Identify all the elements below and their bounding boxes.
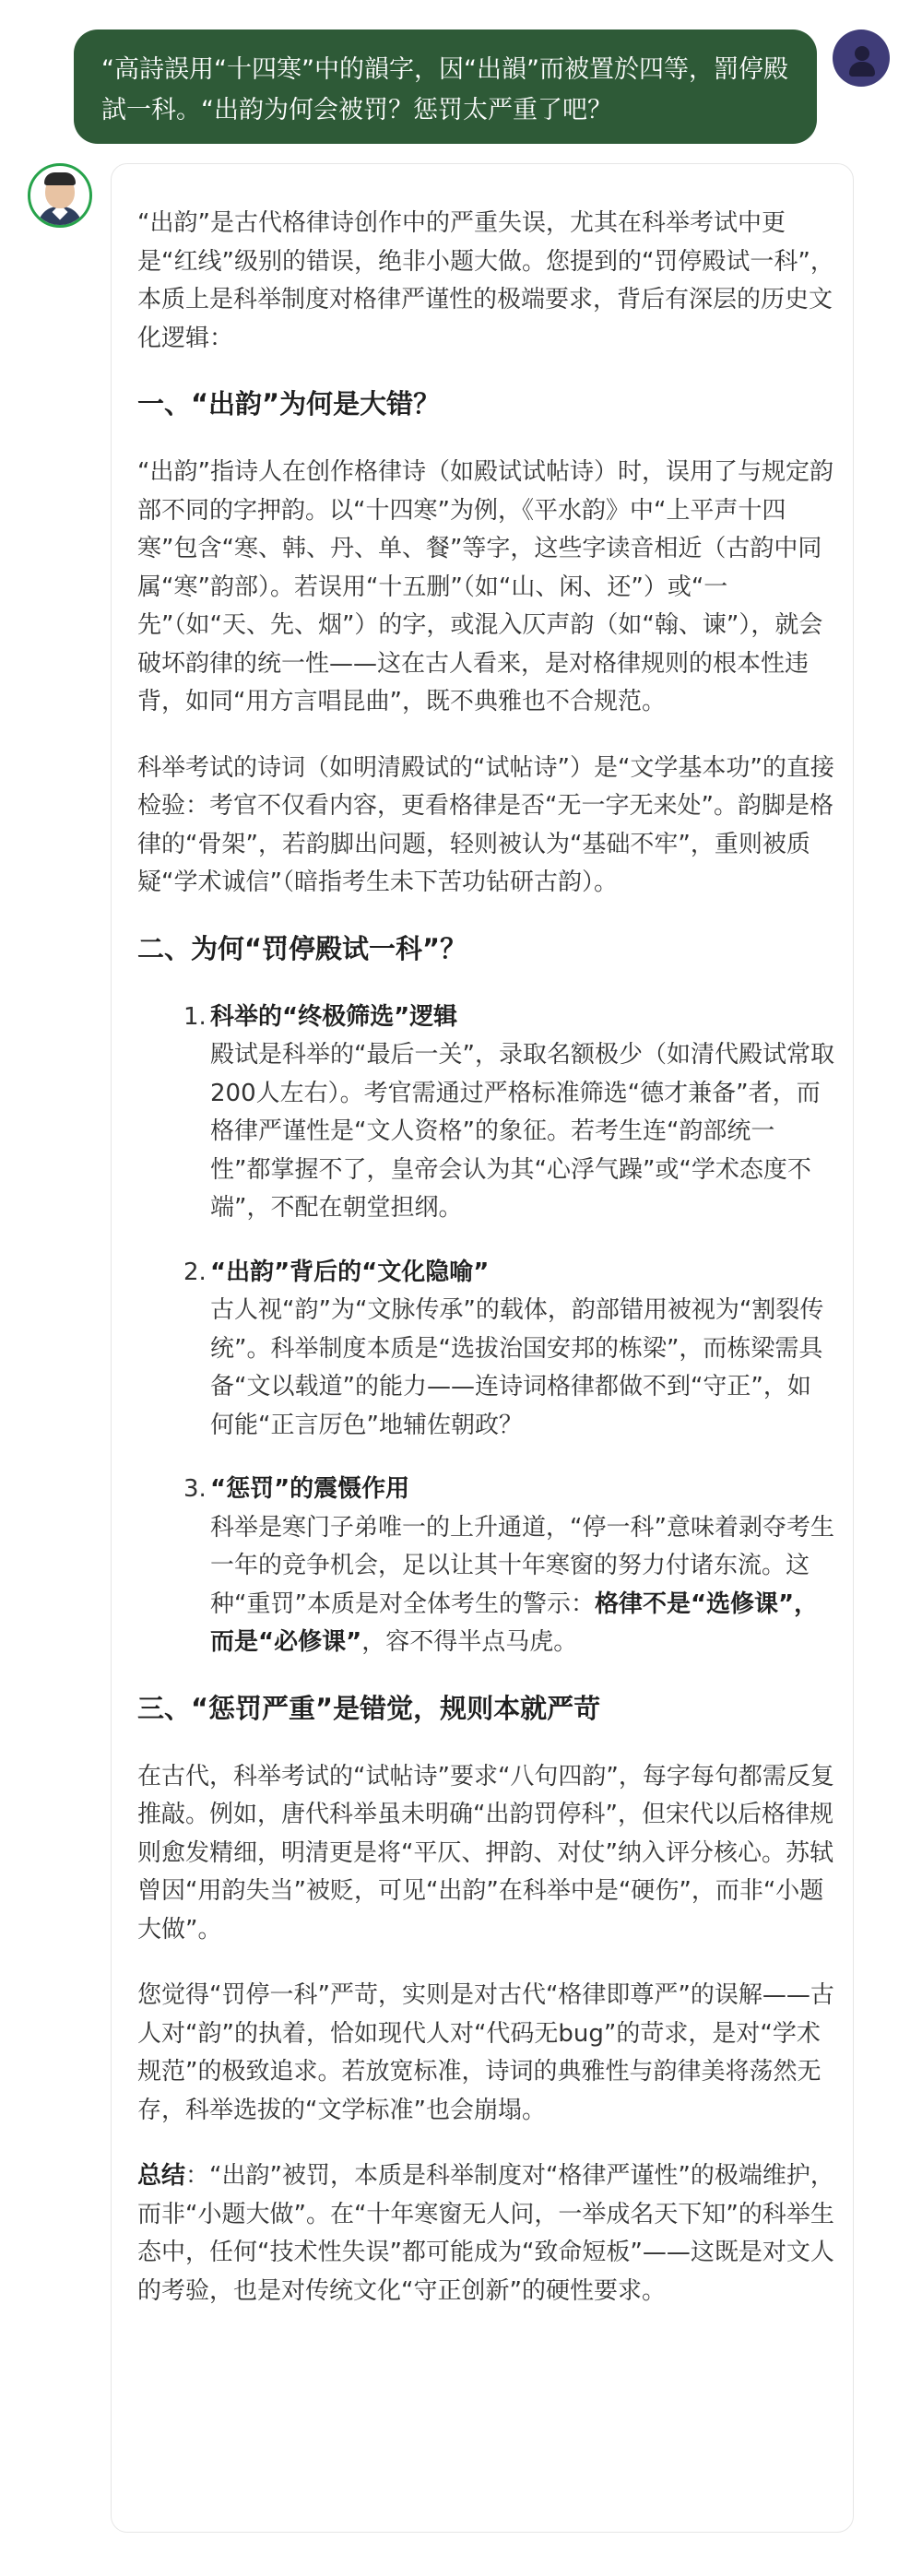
list-item-body-tail: ，容不得半点马虎。	[361, 1628, 578, 1656]
user-avatar-body	[849, 62, 875, 77]
list-item	[137, 1254, 834, 1446]
summary-paragraph	[137, 2157, 834, 2310]
user-avatar[interactable]	[833, 30, 890, 87]
user-message-bubble	[74, 30, 817, 144]
section3-paragraph-1: 在古代，科举考试的“试帖诗”要求“八句四韵”，每字每句都需反复推敲。例如，唐代科举虽未明确“出韵罚停科”，但宋代以后格律规则愈发精细，明清更是将“平仄、押韵、对仗”纳入评分核心。苏轼曾因“用韵失当”被贬，可见“出韵”在科举中是“硬伤”，而非“小题大做”。	[137, 1762, 834, 1944]
list-item-body: 古人视“韵”为“文脉传承”的载体，韵部错用被视为“割裂传统”。科举制度本质是“选拔治国安邦的栋梁”，而栋梁需具备“文以载道”的能力——连诗词格律都做不到“守正”，如何能“正言厉色”地辅佐朝政？	[210, 1296, 824, 1439]
assistant-avatar[interactable]	[28, 163, 92, 228]
section-heading-1: 一、“出韵”为何是大错？	[137, 388, 441, 419]
list-item-number: 3.	[183, 1475, 207, 1503]
list-item	[137, 998, 834, 1228]
user-avatar-icon	[855, 46, 869, 61]
reasons-list	[137, 998, 834, 1662]
section-heading-3: 三、“惩罚严重”是错觉，规则本就严苛	[137, 1692, 601, 1724]
assistant-message-content	[137, 205, 834, 2338]
list-item-body	[210, 1509, 834, 1662]
section-heading-2: 二、为何“罚停殿试一科”？	[137, 932, 467, 964]
list-item	[137, 1471, 834, 1662]
user-message-text: “高詩誤用“十四寒”中的韻字，因“出韻”而被置於四等，罰停殿試一科。“出韵为何会被罚？惩罚太严重了吧？	[101, 55, 788, 124]
list-item-title: “惩罚”的震慑作用	[210, 1475, 410, 1503]
list-item-title: 科举的“终极筛选”逻辑	[210, 1002, 458, 1031]
list-item-body: 殿试是科举的“最后一关”，录取名额极少（如清代殿试常取200人左右）。考官需通过严格标准筛选“德才兼备”者，而格律严谨性是“文人资格”的象征。若考生连“韵部统一性”都掌握不了，皇帝会认为其“心浮气躁”或“学术态度不端”，不配在朝堂担纲。	[210, 1041, 834, 1222]
summary-label: 总结	[137, 2162, 186, 2190]
list-item-number: 1.	[183, 1002, 207, 1031]
list-item-body-text: 科举是寒门子弟唯一的上升通道，“停一科”意味着剥夺考生一年的竞争机会，足以让其十年寒窗的努力付诸东流。这种“重罚”本质是对全体考生的警示：	[210, 1513, 834, 1618]
avatar-hair	[44, 172, 76, 185]
section1-paragraph-2: 科举考试的诗词（如明清殿试的“试帖诗”）是“文学基本功”的直接检验：考官不仅看内容，更看格律是否“无一字无来处”。韵脚是格律的“骨架”，若韵脚出问题，轻则被认为“基础不牢”，重则被质疑“学术诚信”（暗指考生未下苦功钻研古韵）。	[137, 753, 834, 896]
user-message-row	[0, 0, 922, 157]
intro-paragraph: “出韵”是古代格律诗创作中的严重失误，尤其在科举考试中更是“红线”级别的错误，绝非小题大做。您提到的“罚停殿试一科”，本质上是科举制度对格律严谨性的极端要求，背后有深层的历史文化逻辑：	[137, 209, 834, 352]
list-item-bold-text: 格律不是“选修课”，而是“必修课”	[210, 1589, 819, 1656]
section1-paragraph-1: “出韵”指诗人在创作格律诗（如殿试试帖诗）时，误用了与规定韵部不同的字押韵。以“十四寒”为例，《平水韵》中“上平声十四寒”包含“寒、韩、丹、单、餐”等字，这些字读音相近（古韵中同属“寒”韵部）。若误用“十五删”（如“山、闲、还”）或“一先”（如“天、先、烟”）的字，或混入仄声韵（如“翰、谏”），就会破坏韵律的统一性——这在古人看来，是对格律规则的根本性违背，如同“用方言唱昆曲”，既不典雅也不合规范。	[137, 458, 833, 715]
list-item-title: “出韵”背后的“文化隐喻”	[210, 1258, 490, 1286]
list-item-number: 2.	[183, 1258, 207, 1286]
section3-paragraph-2: 您觉得“罚停一科”严苛，实则是对古代“格律即尊严”的误解——古人对“韵”的执着，恰如现代人对“代码无bug”的苛求，是对“学术规范”的极致追求。若放宽标准，诗词的典雅性与韵律美将荡然无存，科举选拔的“文学标准”也会崩塌。	[137, 1981, 834, 2124]
summary-text: ：“出韵”被罚，本质是科举制度对“格律严谨性”的极端维护，而非“小题大做”。在“十年寒窗无人问，一举成名天下知”的科举生态中，任何“技术性失误”都可能成为“致命短板”——这既是对文人的考验，也是对传统文化“守正创新”的硬性要求。	[137, 2162, 834, 2305]
